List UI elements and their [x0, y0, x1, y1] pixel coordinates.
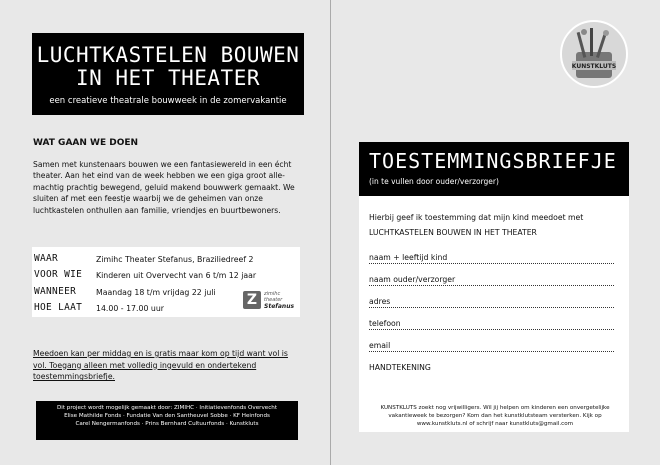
field-address[interactable]	[369, 297, 614, 308]
zimihc-logo	[243, 291, 293, 311]
title-line-1: LUCHTKASTELEN BOUWEN	[36, 43, 300, 67]
intro-paragraph: Samen met kunstenaars bouwen we een fantasiewereld in een écht theater. Aan het eind van de week hebben we een giga groot alle-machtig prachtig bewegend, geluid makend bouwwerk gemaakt. We sluiten af met een feestje waarbij we de geheimen van onze luchtkastelen onthullen aan familie, vriendjes en buurtbewoners.	[33, 160, 295, 215]
section-heading: WAT GAAN WE DOEN	[33, 138, 139, 148]
field-email[interactable]	[369, 341, 614, 352]
info-value: Zimihc Theater Stefanus, Braziliedreef 2	[96, 255, 254, 264]
title-line-2: IN HET THEATER	[75, 66, 260, 90]
info-value: 14.00 - 17.00 uur	[96, 304, 164, 313]
emblem-label: KUNSTKLUTS	[571, 63, 617, 70]
field-label: adres	[369, 297, 391, 306]
sponsor-line: Elise Mathilde Fonds · Fundatie Van den Santheuvel Sobbe · KF Heinfonds	[64, 413, 270, 419]
kunstkluts-emblem	[560, 20, 628, 88]
sponsor-box	[36, 401, 298, 440]
zimihc-logo-line2: Stefanus	[264, 303, 295, 310]
consent-text: Hierbij geef ik toestemming dat mijn kind meedoet met LUCHTKASTELEN BOUWEN IN HET THEATER	[369, 213, 584, 237]
flyer-right-page	[330, 0, 660, 465]
form-header	[359, 142, 629, 196]
permission-form	[359, 196, 629, 432]
zimihc-logo-line1	[264, 291, 282, 303]
info-key: HOE LAAT	[34, 302, 83, 313]
form-title: TOESTEMMINGSBRIEFJE	[369, 149, 617, 173]
title-block	[32, 33, 304, 115]
paint-jar-icon	[562, 22, 626, 86]
field-parent-name[interactable]	[369, 275, 614, 286]
field-child-name-age[interactable]	[369, 253, 614, 264]
info-key: WAAR	[34, 253, 59, 264]
sponsor-line: Carel Nengermanfonds · Prins Bernhard Cultuurfonds · Kunstkluts	[75, 421, 259, 427]
info-key: WANNEER	[34, 286, 77, 297]
info-row-voor-wie	[32, 269, 300, 285]
field-label: naam + leeftijd kind	[369, 253, 448, 262]
info-value: Maandag 18 t/m vrijdag 22 juli	[96, 288, 216, 297]
sponsor-line: Dit project wordt mogelijk gemaakt door: ZIMIHC · Initiatievenfonds Overvecht	[56, 405, 278, 411]
volunteer-note: KUNSTKLUTS zoekt nog vrijwilligers. Wil jij helpen om kinderen een onvergetelijke vakantieweek te bezorgen? Kom dan het kunstklutsteam versterken. Kijk op www.kunstkluts.nl of schrijf naar kunstkluts@gmail.com	[380, 405, 610, 427]
info-row-waar	[32, 253, 300, 269]
info-value: Kinderen uit Overvecht van 6 t/m 12 jaar	[96, 271, 257, 280]
field-phone[interactable]	[369, 319, 614, 330]
logo-word-theater: theater	[264, 297, 283, 303]
logo-word-zimihc: zimihc	[264, 291, 281, 297]
attendance-note: Meedoen kan per middag en is gratis maar kom op tijd want vol is vol. Toegang alleen met volledig ingevuld en ondertekend toestemmingsbriefje.	[33, 349, 288, 382]
field-label: naam ouder/verzorger	[369, 275, 456, 284]
form-subtitle: (in te vullen door ouder/verzorger)	[369, 177, 499, 186]
zimihc-logo-mark: Z	[243, 291, 261, 309]
field-label: telefoon	[369, 319, 401, 328]
signature-label: HANDTEKENING	[369, 363, 431, 372]
field-label: email	[369, 341, 391, 350]
info-key: VOOR WIE	[34, 269, 83, 280]
title-subtitle: een creatieve theatrale bouwweek in de zomervakantie	[49, 96, 287, 106]
